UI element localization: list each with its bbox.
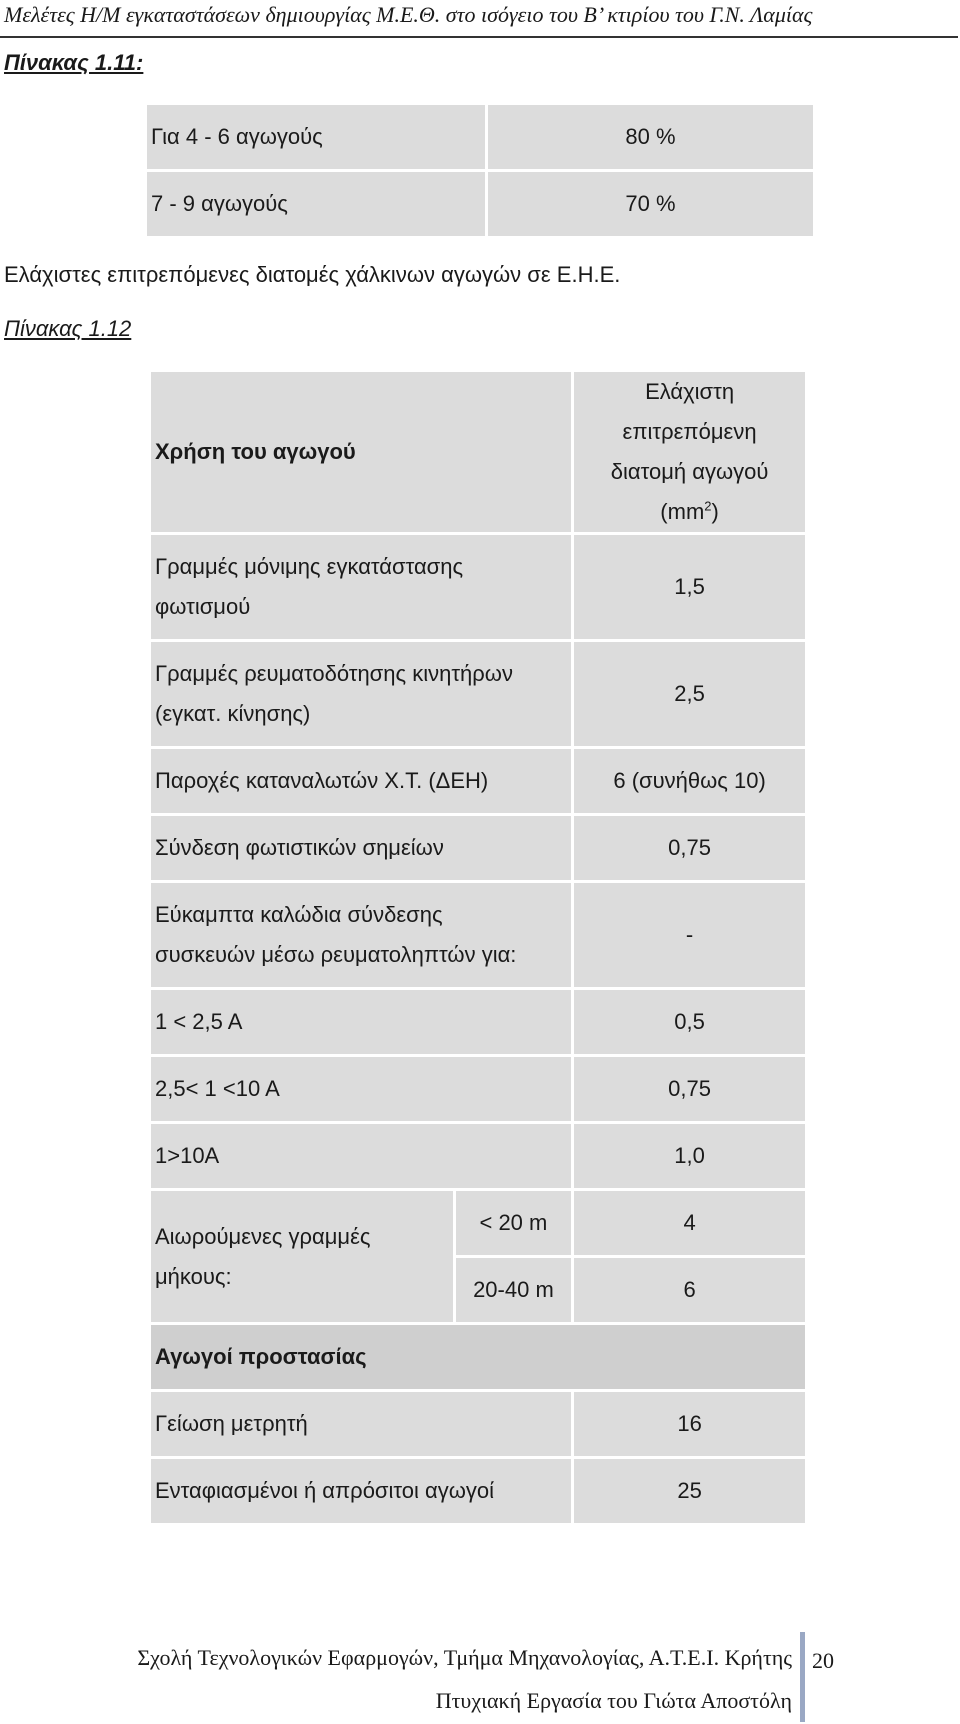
table-row	[151, 1459, 805, 1523]
cell-line: συσκευών μέσω ρευματοληπτών για:	[155, 942, 517, 967]
col-header-line: διατομή αγωγού	[610, 459, 769, 484]
table-1-11-heading: Πίνακας 1.11:	[4, 50, 144, 75]
table-cell: -	[574, 883, 805, 987]
table-row	[151, 990, 805, 1054]
table-cell: 7 - 9 αγωγούς	[147, 172, 485, 236]
table-header-row	[151, 372, 805, 532]
section-header: Αγωγοί προστασίας	[151, 1325, 805, 1389]
cell-line: Γραμμές μόνιμης εγκατάστασης	[155, 554, 464, 579]
unit-text: (mm	[660, 499, 705, 524]
cell-line: μήκους:	[155, 1263, 232, 1289]
table-cell: Παροχές καταναλωτών Χ.Τ. (ΔΕΗ)	[151, 749, 571, 813]
table-cell	[151, 642, 571, 746]
table-cell: 80 %	[488, 105, 813, 169]
col-header-line: επιτρεπόμενη	[622, 419, 757, 444]
table-cell: 1 < 2,5 A	[151, 990, 571, 1054]
table-cell: 1,5	[574, 535, 805, 639]
header-title: Μελέτες Η/Μ εγκαταστάσεων δημιουργίας Μ.Ε.Θ. στο ισόγειο του Β’ κτιρίου του Γ.Ν. Λαμίας	[4, 2, 813, 27]
table-cell	[151, 1191, 453, 1322]
table-row	[151, 1057, 805, 1121]
table-row	[151, 749, 805, 813]
col-header-min-section	[574, 372, 805, 532]
cell-line: Αιωρούμενες γραμμές	[155, 1223, 371, 1249]
unit-close: )	[711, 499, 719, 524]
table-cell: Σύνδεση φωτιστικών σημείων	[151, 816, 571, 880]
table-cell: 2,5	[574, 642, 805, 746]
table-cell	[151, 883, 571, 987]
table-1-12-heading: Πίνακας 1.12	[4, 316, 132, 341]
table-cell: 0,75	[574, 816, 805, 880]
table-section-row	[151, 1325, 805, 1389]
table-row	[151, 535, 805, 639]
table-cell: 2,5< 1 <10 A	[151, 1057, 571, 1121]
table-cell: 0,75	[574, 1057, 805, 1121]
col-header-use: Χρήση του αγωγού	[151, 372, 571, 532]
table-row	[151, 883, 805, 987]
table-row	[151, 1191, 805, 1255]
table-row	[151, 642, 805, 746]
table-cell: 16	[574, 1392, 805, 1456]
cell-line: Γραμμές ρευματοδότησης κινητήρων	[155, 661, 513, 686]
running-header	[0, 0, 958, 38]
table-cell: 4	[574, 1191, 805, 1255]
table-cell: 1,0	[574, 1124, 805, 1188]
col-header-unit	[578, 492, 801, 532]
footer-line-2: Πτυχιακή Εργασία του Γιώτα Αποστόλη	[435, 1688, 792, 1713]
table-cell: 6 (συνήθως 10)	[574, 749, 805, 813]
table-cell: 20-40 m	[456, 1258, 571, 1322]
table-cell: Γείωση μετρητή	[151, 1392, 571, 1456]
table-1-11	[144, 102, 816, 239]
table-cell	[151, 535, 571, 639]
table-cell: 70 %	[488, 172, 813, 236]
table-row	[151, 816, 805, 880]
page-number: 20	[812, 1648, 834, 1673]
cell-line: φωτισμού	[155, 594, 251, 619]
table-row	[151, 1392, 805, 1456]
table-cell: 0,5	[574, 990, 805, 1054]
table-cell: 25	[574, 1459, 805, 1523]
footer-line-1: Σχολή Τεχνολογικών Εφαρμογών, Τμήμα Μηχανολογίας, Α.Τ.Ε.Ι. Κρήτης	[137, 1645, 792, 1670]
table-cell: 6	[574, 1258, 805, 1322]
col-header-line: Ελάχιστη	[645, 379, 735, 404]
cell-line: Εύκαμπτα καλώδια σύνδεσης	[155, 902, 443, 927]
table-caption: Ελάχιστες επιτρεπόμενες διατομές χάλκινων αγωγών σε Ε.Η.Ε.	[4, 262, 621, 287]
table-cell: < 20 m	[456, 1191, 571, 1255]
table-1-12	[148, 369, 808, 1526]
footer-divider	[800, 1632, 805, 1722]
table-row	[151, 1124, 805, 1188]
unit-superscript: 2	[704, 498, 712, 514]
cell-line: (εγκατ. κίνησης)	[155, 701, 311, 726]
table-row	[147, 105, 813, 169]
table-cell: 1>10A	[151, 1124, 571, 1188]
table-cell: Για 4 - 6 αγωγούς	[147, 105, 485, 169]
table-cell: Ενταφιασμένοι ή απρόσιτοι αγωγοί	[151, 1459, 571, 1523]
table-row	[147, 172, 813, 236]
